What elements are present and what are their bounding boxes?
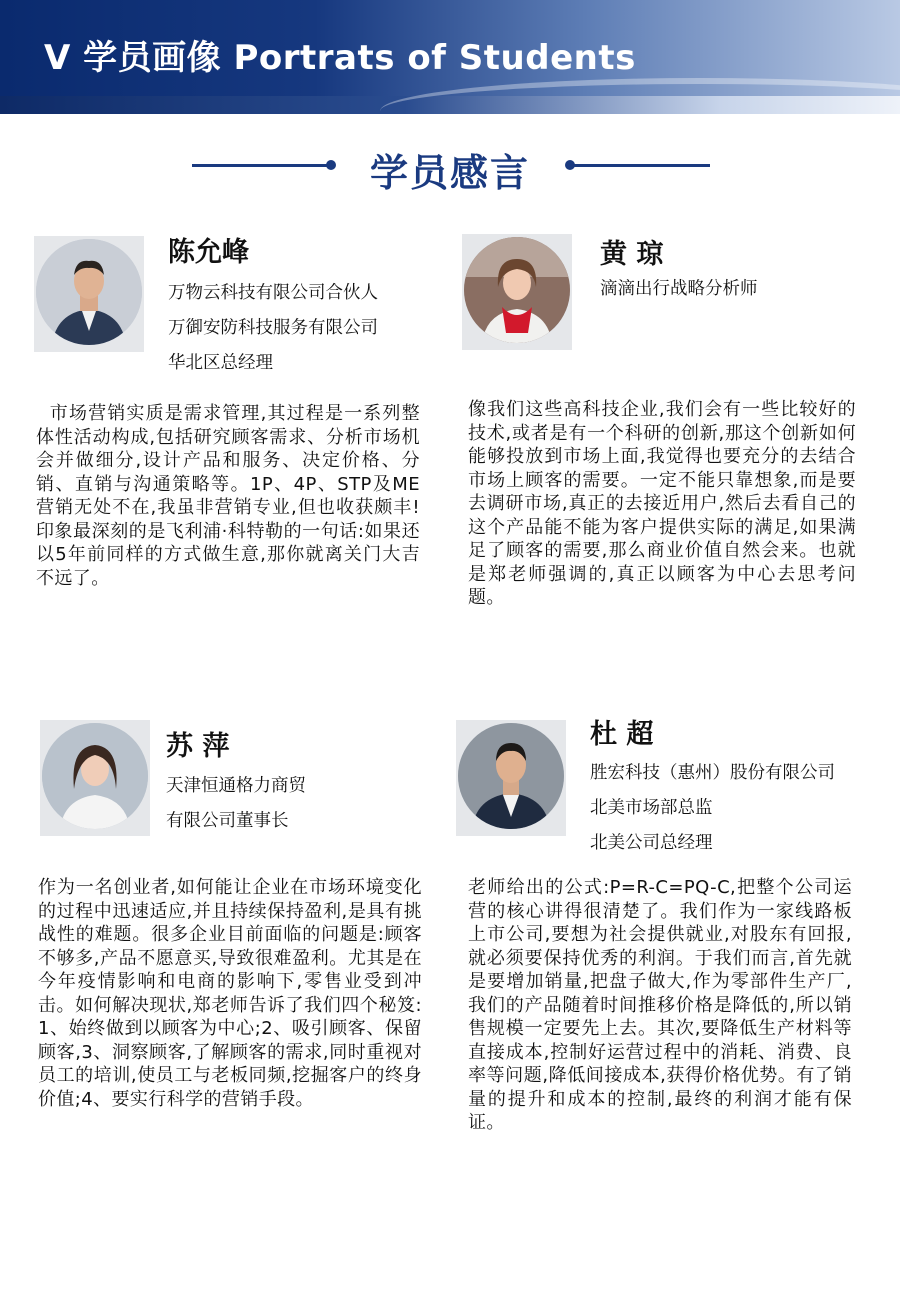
person-role: 万御安防科技服务有限公司: [168, 318, 378, 338]
testimonial-quote: 老师给出的公式:P=R-C=PQ-C,把整个公司运营的核心讲得很清楚了。我们作为一家线路板上市公司,要想为社会提供就业,对股东有回报,就必须要保持优秀的利润。于我们而言,首先就是要增加销量,把盘子做大,作为零部件生产厂,我们的产品随着时间推移价格是降低的,所以销售规模一定要先上去。其次,要降低生产材料等直接成本,控制好运营过程中的消耗、消费、良率等问题,降低间接成本,获得价格优势。有了销量的提升和成本的控制,最终的利润才能有保证。: [468, 877, 852, 1133]
avatar-frame: [456, 720, 566, 836]
person-role: 北美公司总经理: [590, 833, 713, 853]
person-name: 陈允峰: [168, 237, 249, 268]
person-role: 华北区总经理: [168, 353, 273, 373]
testimonial-quote: 市场营销实质是需求管理,其过程是一系列整体性活动构成,包括研究顾客需求、分析市场机会并做细分,设计产品和服务、决定价格、分销、直销与沟通策略等。1P、4P、STP及ME营销无处不在,我虽非营销专业,但也收获颇丰!印象最深刻的是飞利浦·科特勒的一句话:如果还以5年前同样的方式做生意,那你就离关门大吉不远了。: [36, 403, 420, 589]
person-avatar-icon: [42, 723, 148, 829]
avatar-frame: [462, 234, 572, 350]
person-avatar-icon: [464, 237, 570, 343]
header-banner: [0, 0, 900, 114]
testimonial-quote: 像我们这些高科技企业,我们会有一些比较好的技术,或者是有一个科研的创新,那这个创新如何能够投放到市场上面,我觉得也要充分的去结合市场上顾客的需要。一定不能只靠想象,而是要去调研市场,真正的去接近用户,然后去看自己的这个产品能不能为客户提供实际的满足,如果满足了顾客的需要,那么商业价值自然会来。也就是郑老师强调的,真正以顾客为中心去思考问题。: [468, 399, 856, 608]
avatar-frame: [40, 720, 150, 836]
section-title: 学员感言: [369, 151, 530, 195]
person-name: 苏 萍: [166, 731, 230, 762]
heading-dot-left: [326, 160, 336, 170]
heading-line-right: [570, 164, 710, 167]
person-avatar-icon: [458, 723, 564, 829]
person-name: 黄 琼: [600, 239, 664, 270]
section-heading: [0, 138, 900, 194]
person-name: 杜 超: [590, 719, 654, 750]
testimonial-quote: 作为一名创业者,如何能让企业在市场环境变化的过程中迅速适应,并且持续保持盈利,是具有挑战性的难题。很多企业目前面临的问题是:顾客不够多,产品不愿意买,导致很难盈利。尤其是在今年疫情影响和电商的影响下,零售业受到冲击。如何解决现状,郑老师告诉了我们四个秘笈:1、始终做到以顾客为中心;2、吸引顾客、保留顾客,3、洞察顾客,了解顾客的需求,同时重视对员工的培训,使员工与老板同频,挖掘客户的终身价值;4、要实行科学的营销手段。: [38, 877, 422, 1110]
page-title: V 学员画像 Portrats of Students: [44, 38, 636, 78]
avatar-photo: [36, 239, 142, 345]
avatar-frame: [34, 236, 144, 352]
avatar-photo: [464, 237, 570, 343]
person-role: 万物云科技有限公司合伙人: [168, 283, 378, 303]
person-role: 有限公司董事长: [166, 811, 289, 831]
banner-curve: [380, 78, 900, 114]
heading-line-left: [192, 164, 330, 167]
person-role: 天津恒通格力商贸: [166, 776, 306, 796]
person-role: 胜宏科技（惠州）股份有限公司: [590, 763, 835, 783]
person-role: 滴滴出行战略分析师: [600, 279, 758, 299]
person-avatar-icon: [36, 239, 142, 345]
person-role: 北美市场部总监: [590, 798, 713, 818]
avatar-photo: [458, 723, 564, 829]
avatar-photo: [42, 723, 148, 829]
